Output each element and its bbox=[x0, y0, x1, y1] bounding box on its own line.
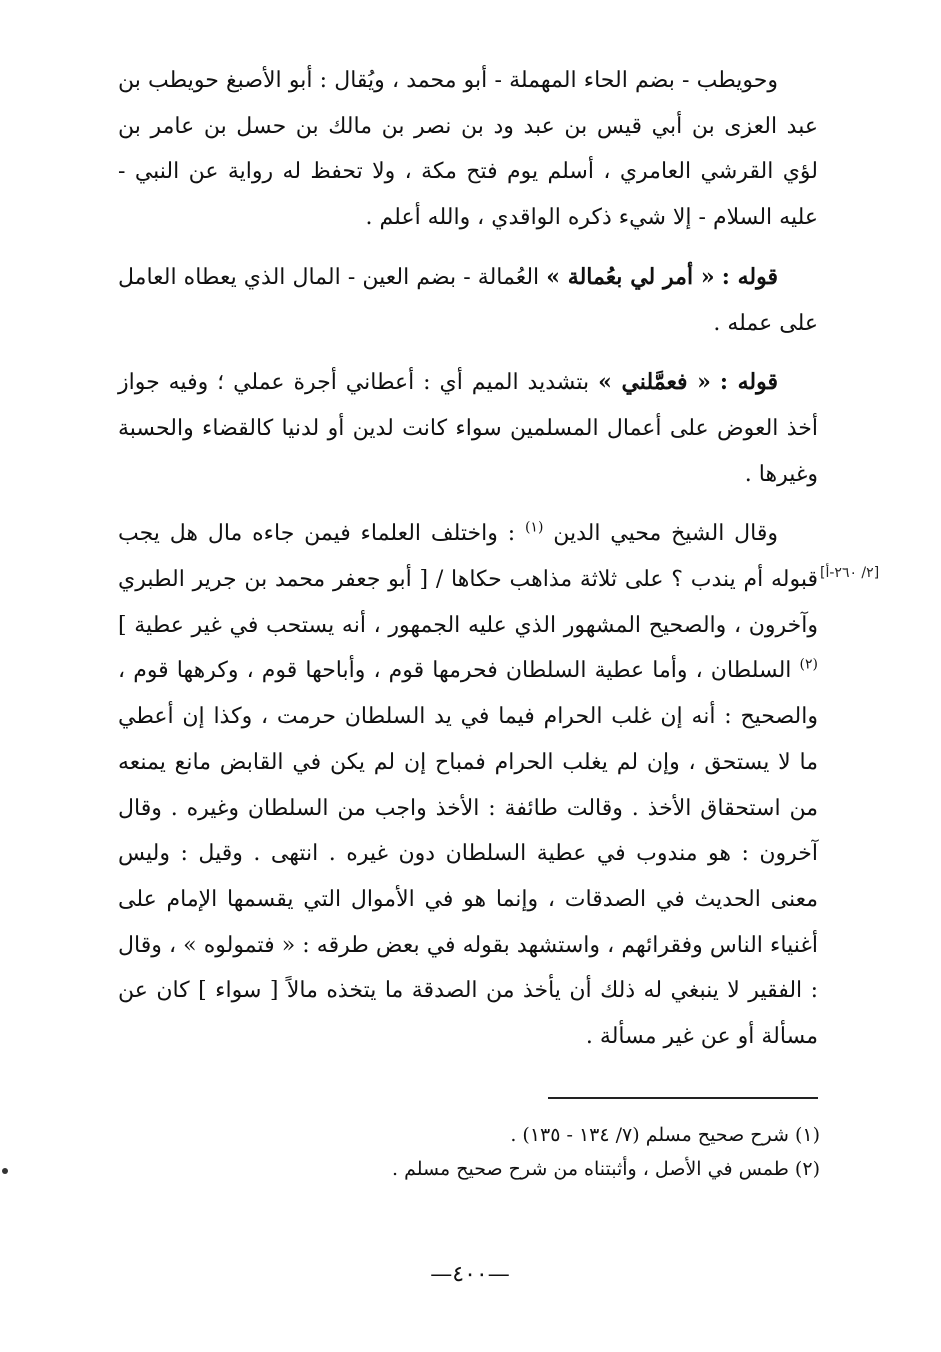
page-number: —٤٠٠— bbox=[430, 1262, 510, 1287]
paragraph-sheikh-quote bbox=[118, 511, 818, 1059]
paragraph-huwaytib bbox=[118, 58, 818, 241]
paragraph-text: بتشديد الميم أي : أعطاني أجرة عملي ؛ وفيه جواز أخذ العوض على أعمال المسلمين سواء كانت لدين أو لدنيا كالقضاء والحسبة وغيرها . bbox=[118, 370, 818, 487]
hadith-quote: « فعمَّلني » bbox=[598, 369, 711, 396]
scan-edge-mark bbox=[2, 1168, 8, 1174]
footnote-1: (١) شرح صحيح مسلم (٧/ ١٣٤ - ١٣٥) . bbox=[510, 1124, 820, 1146]
paragraph-text-c: السلطان ، وأما عطية السلطان فحرمها قوم ، وأباحها قوم ، وكرهها قوم ، والصحيح : أنه إن غلب الحرام فيما في يد السلطان حرمت ، وكذا إن أعطي ما لا يستحق ، وإن لم يغلب الحرام فمباح إن لم يكن في القابض مانع يمنعه من استحقاق الأخذ . وقالت طائفة : الأخذ واجب من السلطان وغيره . وقال آخرون : هو مندوب في عطية السلطان دون غيره . انتهى . وقيل : وليس معنى الحديث في الصدقات ، وإنما هو في الأموال التي يقسمها الإمام على أغنياء الناس وفقرائهم ، واستشهد بقوله في بعض طرقه : « فتمولوه » ، وقال : الفقير لا ينبغي له ذلك أن يأخذ من الصدقة ما يتخذه مالاً [ سواء ] كان عن مسألة أو عن غير مسألة . bbox=[118, 658, 818, 1050]
footnote-ref-1: (١) bbox=[524, 520, 544, 536]
paragraph-ammalani bbox=[118, 360, 818, 497]
paragraph-text: العُمالة - بضم العين - المال الذي يعطاه العامل على عمله . bbox=[118, 264, 818, 336]
keyword-label: قوله : bbox=[719, 369, 778, 396]
paragraph-text-a: وقال الشيخ محيي الدين bbox=[543, 521, 779, 547]
footnote-divider bbox=[548, 1097, 818, 1099]
footnotes bbox=[300, 1118, 820, 1186]
paragraph-umala bbox=[118, 255, 818, 346]
footnote-ref-2: (٢) bbox=[799, 657, 818, 674]
hadith-quote: « أمر لي بعُمالة » bbox=[546, 263, 715, 290]
keyword-label: قوله : bbox=[721, 263, 778, 290]
paragraph-text-b: : واختلف العلماء فيمن جاءه مال هل يجب قبوله أم يندب ؟ على ثلاثة مذاهب حكاها / [ أبو جعفر محمد بن جرير الطبري وآخرون ، والصحيح المشهور الذي عليه الجمهور ، أنه يستحب في غير عطية ] bbox=[118, 521, 818, 638]
footnote-2: (٢) طمس في الأصل ، وأثبتناه من شرح صحيح مسلم . bbox=[392, 1158, 820, 1180]
manuscript-folio-note: [٢/ ٢٦٠-أ] bbox=[820, 565, 880, 581]
paragraph-text: وحويطب - بضم الحاء المهملة - أبو محمد ، ويُقال : أبو الأصبغ حويطب بن عبد العزى بن أبي قيس بن عبد ود بن نصر بن مالك بن حسل بن عامر بن لؤي القرشي العامري ، أسلم يوم فتح مكة ، ولا تحفظ له رواية عن النبي - عليه السلام - إلا شيء ذكره الواقدي ، والله أعلم . bbox=[118, 68, 818, 231]
main-text bbox=[118, 58, 818, 1074]
